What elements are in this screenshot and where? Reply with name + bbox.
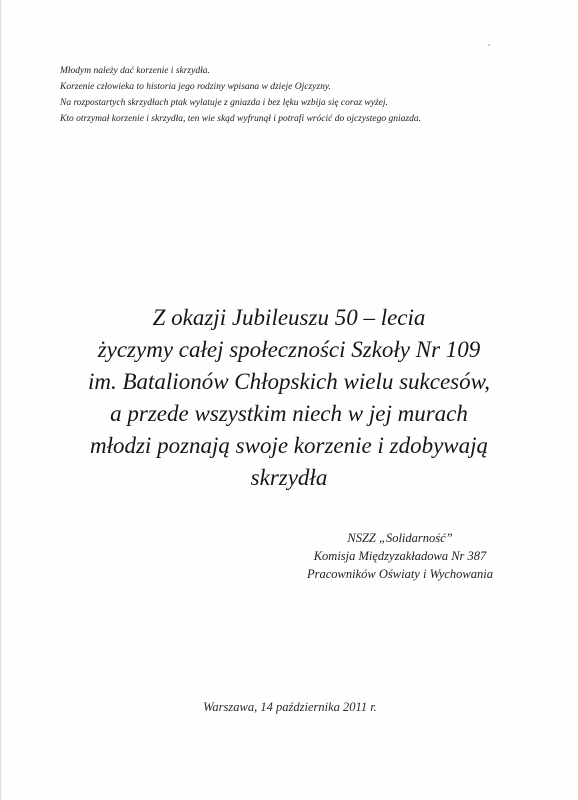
place-and-date: Warszawa, 14 października 2011 r. (203, 700, 377, 714)
dedication-line: a przede wszystkim niech w jej murach (110, 401, 468, 426)
dedication-line: życzymy całej społeczności Szkoły Nr 109 (97, 337, 481, 362)
scan-edge (0, 0, 2, 800)
dedication-line: skrzydła (250, 465, 328, 490)
epigraph-line: Korzenie człowieka to historia jego rodziny wpisana w dzieje Ojczyzny. (60, 82, 331, 92)
dedication-line: młodzi poznają swoje korzenie i zdobywają (89, 433, 489, 458)
dedication-line: Z okazji Jubileuszu 50 – lecia (152, 305, 426, 330)
epigraph (60, 63, 560, 127)
epigraph-line: Kto otrzymał korzenie i skrzydła, ten wie skąd wyfrunął i potrafi wrócić do ojczystego gniazda. (60, 114, 421, 124)
scan-speck (488, 44, 490, 46)
signature-line: NSZZ „Solidarność” (347, 531, 453, 545)
signature-line: Pracowników Oświaty i Wychowania (307, 567, 493, 581)
epigraph-line: Młodym należy dać korzenie i skrzydła. (60, 66, 210, 76)
signature-line: Komisja Międzyzakładowa Nr 387 (313, 549, 487, 563)
dedication-line: im. Batalionów Chłopskich wielu sukcesów, (87, 369, 491, 394)
signature-block (260, 529, 540, 583)
dedication-text (40, 302, 538, 494)
epigraph-line: Na rozpostartych skrzydłach ptak wylatuje z gniazda i bez lęku wzbija się coraz wyżej. (60, 98, 388, 108)
